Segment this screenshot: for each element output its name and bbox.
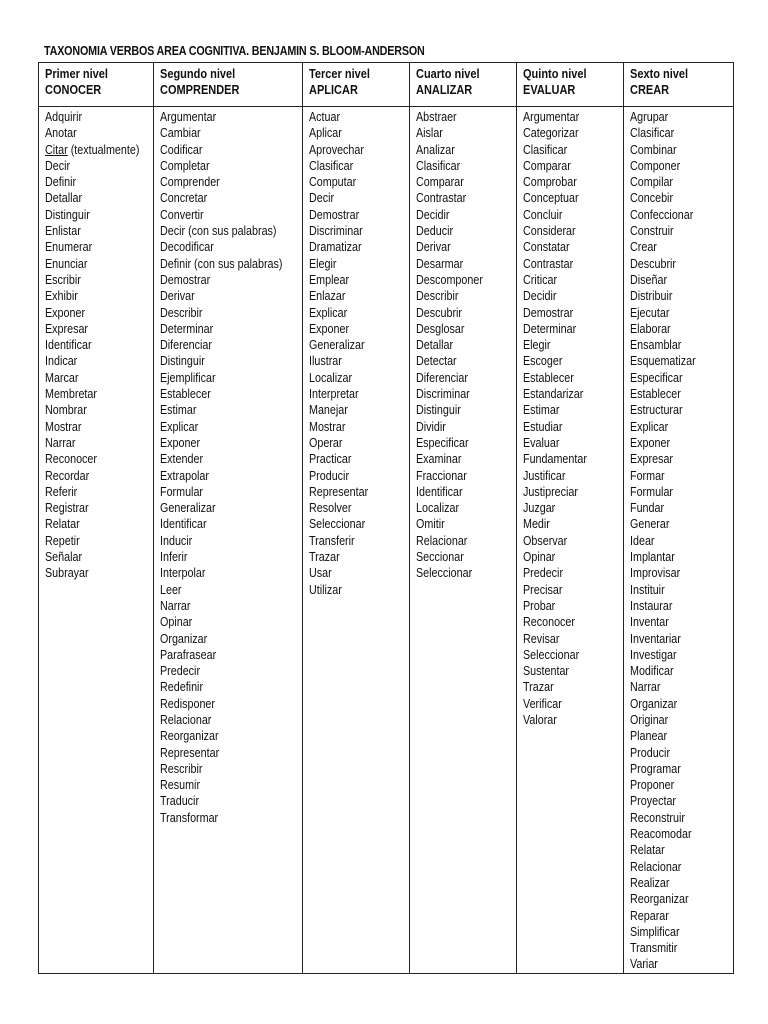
- verb-item: Establecer: [160, 387, 211, 402]
- verb-item: Parafrasear: [160, 647, 217, 662]
- verb-item: Traducir: [160, 794, 200, 809]
- verb-item: Concluir: [523, 207, 563, 222]
- verb-item: Componer: [630, 158, 681, 173]
- verb-item: Explicar: [630, 419, 669, 434]
- verb-item: Formar: [630, 468, 665, 483]
- verb-item: Escribir: [45, 272, 81, 287]
- verb-item: Registrar: [45, 501, 89, 516]
- verb-item: Identificar: [160, 517, 207, 532]
- verb-item: Combinar: [630, 142, 677, 157]
- verb-item: Predecir: [160, 664, 201, 679]
- verb-item: Explicar: [160, 419, 199, 434]
- verb-item: Dividir: [416, 419, 446, 434]
- verb-item: Argumentar: [160, 110, 217, 124]
- verb-item: Narrar: [45, 435, 76, 450]
- verb-item: Idear: [630, 533, 655, 548]
- verb-item: Adquirir: [45, 110, 83, 124]
- verb-item: Sustentar: [523, 664, 570, 679]
- verb-item: Derivar: [416, 240, 451, 255]
- verb-list: [630, 109, 733, 973]
- verb-item: Codificar: [160, 142, 203, 157]
- verb-item: Distinguir: [45, 207, 90, 222]
- verb-item: Discriminar: [309, 224, 363, 239]
- verb-item: Enumerar: [45, 240, 93, 255]
- verb-item: Transmitir: [630, 941, 678, 956]
- verb-item: Especificar: [416, 435, 469, 450]
- verb-item: Justificar: [523, 468, 566, 483]
- verb-item: Definir: [45, 175, 77, 190]
- verb-item: Crear: [630, 240, 657, 255]
- verb-item: Revisar: [523, 631, 560, 646]
- verb-item: Comparar: [523, 158, 571, 173]
- verb-item: Estudiar: [523, 419, 563, 434]
- verbs-cell-evaluar: [517, 107, 624, 974]
- verb-item: Clasificar: [309, 158, 354, 173]
- verb-item: Nombrar: [45, 403, 87, 418]
- verb-item: Expresar: [45, 321, 89, 336]
- verb-item: Repetir: [45, 533, 80, 548]
- verb-item: Leer: [160, 582, 182, 597]
- verb-item: Formular: [160, 484, 204, 499]
- verb-item: Establecer: [630, 387, 681, 402]
- verb-item: Diseñar: [630, 272, 668, 287]
- header-aplicar: [303, 63, 410, 107]
- verb-item: Diferenciar: [416, 370, 468, 385]
- verb-item: Determinar: [160, 321, 214, 336]
- verb-item: Detectar: [416, 354, 457, 369]
- verb-item: Evaluar: [523, 435, 560, 450]
- level-label: Segundo nivel: [160, 67, 236, 81]
- verb-item: Seleccionar: [416, 566, 473, 581]
- verb-item: Planear: [630, 729, 668, 744]
- verb-item: Escoger: [523, 354, 563, 369]
- verb-item: Constatar: [523, 240, 570, 255]
- verb-item: Decidir: [523, 289, 557, 304]
- verb-item: Recordar: [45, 468, 90, 483]
- verb-item: Instituir: [630, 582, 665, 597]
- verb-item: Decodificar: [160, 240, 214, 255]
- verb-item: Considerar: [523, 224, 576, 239]
- verb-item: Reconocer: [523, 615, 575, 630]
- verb-item: Distribuir: [630, 289, 673, 304]
- verb-item: Representar: [160, 745, 220, 760]
- verb-item: Demostrar: [160, 272, 211, 287]
- verb-item: Conceptuar: [523, 191, 579, 206]
- verb-item: Producir: [630, 745, 671, 760]
- verb-item: Transferir: [309, 533, 355, 548]
- header-comprender: [154, 63, 303, 107]
- verb-item: Precisar: [523, 582, 563, 597]
- verb-item: Convertir: [160, 207, 204, 222]
- verb-item: Trazar: [523, 680, 554, 695]
- verb-item: Fraccionar: [416, 468, 467, 483]
- verb-item: Inducir: [160, 533, 193, 548]
- verb-item: Investigar: [630, 647, 677, 662]
- verb-item: Definir (con sus palabras): [160, 256, 283, 271]
- verb-item: Probar: [523, 598, 556, 613]
- verb-item: Derivar: [160, 289, 195, 304]
- verb-item: Establecer: [523, 370, 574, 385]
- verb-item: Mostrar: [309, 419, 346, 434]
- verb-item: Discriminar: [416, 387, 470, 402]
- verb-item: Examinar: [416, 452, 462, 467]
- verb-item: Categorizar: [523, 126, 579, 141]
- verb-item: Desglosar: [416, 321, 465, 336]
- verb-item: Proponer: [630, 778, 675, 793]
- verb-item: Generalizar: [309, 338, 365, 353]
- verb-item: Originar: [630, 712, 669, 727]
- verb-item: Concebir: [630, 191, 674, 206]
- verb-item: Implantar: [630, 550, 675, 565]
- verb-item: Citar (textualmente): [45, 142, 140, 157]
- verb-item: Decir: [309, 191, 335, 206]
- verb-item: Seleccionar: [309, 517, 366, 532]
- verb-item: Demostrar: [523, 305, 574, 320]
- category-name: CREAR: [630, 83, 670, 97]
- verb-item: Identificar: [416, 484, 463, 499]
- verb-item: Representar: [309, 484, 369, 499]
- verb-item: Cambiar: [160, 126, 201, 141]
- verb-list: [309, 109, 409, 598]
- verb-item: Indicar: [45, 354, 78, 369]
- verbs-cell-aplicar: [303, 107, 410, 974]
- verb-item: Diferenciar: [160, 338, 212, 353]
- verb-item: Generalizar: [160, 501, 216, 516]
- verb-item: Inventar: [630, 615, 669, 630]
- verb-item: Clasificar: [416, 158, 461, 173]
- verb-item: Estructurar: [630, 403, 683, 418]
- verb-item: Descubrir: [630, 256, 677, 271]
- verb-item: Resumir: [160, 778, 201, 793]
- verb-item: Membretar: [45, 387, 97, 402]
- verb-item: Subrayar: [45, 566, 89, 581]
- verb-item: Demostrar: [309, 207, 360, 222]
- verb-item: Esquematizar: [630, 354, 696, 369]
- level-label: Primer nivel: [45, 67, 108, 81]
- verb-item: Inferir: [160, 550, 188, 565]
- verb-item: Agrupar: [630, 110, 669, 124]
- level-label: Sexto nivel: [630, 67, 689, 81]
- verb-item: Relacionar: [630, 859, 682, 874]
- verb-item: Distinguir: [416, 403, 461, 418]
- verb-item: Decir (con sus palabras): [160, 224, 277, 239]
- verb-item: Anotar: [45, 126, 77, 141]
- verb-item: Determinar: [523, 321, 577, 336]
- verb-item: Utilizar: [309, 582, 342, 597]
- verb-item: Relatar: [45, 517, 80, 532]
- category-name: APLICAR: [309, 83, 358, 97]
- verb-item: Argumentar: [523, 110, 580, 124]
- verb-item: Señalar: [45, 550, 83, 565]
- verb-item: Estimar: [523, 403, 560, 418]
- verb-item: Improvisar: [630, 566, 681, 581]
- verb-item: Opinar: [523, 550, 556, 565]
- header-evaluar: [517, 63, 624, 107]
- verb-item: Aprovechar: [309, 142, 364, 157]
- verb-item: Criticar: [523, 272, 558, 287]
- verb-item: Completar: [160, 158, 210, 173]
- verb-item: Ejemplificar: [160, 370, 216, 385]
- verb-item: Fundamentar: [523, 452, 587, 467]
- verb-item: Contrastar: [416, 191, 467, 206]
- verb-item: Descomponer: [416, 272, 483, 287]
- verbs-row: [39, 107, 734, 974]
- verb-item: Exponer: [160, 435, 201, 450]
- level-label: Cuarto nivel: [416, 67, 480, 81]
- verb-item: Reconocer: [45, 452, 97, 467]
- verb-item: Emplear: [309, 272, 350, 287]
- verbs-cell-conocer: [39, 107, 154, 974]
- header-row: [39, 63, 734, 107]
- verb-item: Producir: [309, 468, 350, 483]
- verb-item: Elegir: [523, 338, 551, 353]
- verb-item: Valorar: [523, 712, 557, 727]
- verb-item: Analizar: [416, 142, 455, 157]
- verb-item: Concretar: [160, 191, 208, 206]
- verb-item: Computar: [309, 175, 357, 190]
- verb-item: Reconstruir: [630, 810, 685, 825]
- verb-item: Clasificar: [630, 126, 675, 141]
- verbs-cell-comprender: [154, 107, 303, 974]
- verb-item: Variar: [630, 957, 658, 972]
- underlined-word: Citar: [45, 142, 68, 157]
- verb-item: Interpretar: [309, 387, 359, 402]
- level-label: Quinto nivel: [523, 67, 587, 81]
- verb-item: Decir: [45, 158, 71, 173]
- verb-list: [160, 109, 302, 826]
- verb-item: Expresar: [630, 452, 674, 467]
- verb-item: Reorganizar: [160, 729, 219, 744]
- verb-item: Inventariar: [630, 631, 681, 646]
- verb-item: Abstraer: [416, 110, 457, 124]
- verb-item: Detallar: [45, 191, 83, 206]
- document-title: TAXONOMIA VERBOS AREA COGNITIVA. BENJAMIN S. BLOOM-ANDERSON: [44, 44, 425, 58]
- verb-item: Extender: [160, 452, 204, 467]
- verbs-cell-crear: [624, 107, 734, 974]
- verb-item: Redisponer: [160, 696, 215, 711]
- verb-item: Verificar: [523, 696, 562, 711]
- verb-item: Extrapolar: [160, 468, 210, 483]
- header-conocer: [39, 63, 154, 107]
- verb-item: Seccionar: [416, 550, 464, 565]
- verb-item: Fundar: [630, 501, 665, 516]
- verb-item: Exponer: [630, 435, 671, 450]
- level-label: Tercer nivel: [309, 67, 370, 81]
- verb-item: Relatar: [630, 843, 665, 858]
- verb-list: [416, 109, 516, 582]
- verb-item: Enunciar: [45, 256, 88, 271]
- verb-item: Narrar: [160, 598, 191, 613]
- verb-item: Narrar: [630, 680, 661, 695]
- verb-item: Usar: [309, 566, 332, 581]
- verb-item: Justipreciar: [523, 484, 578, 499]
- header-crear: [624, 63, 734, 107]
- verb-item: Juzgar: [523, 501, 556, 516]
- verb-item: Formular: [630, 484, 674, 499]
- verb-item: Referir: [45, 484, 78, 499]
- verb-item: Explicar: [309, 305, 348, 320]
- verb-item: Marcar: [45, 370, 79, 385]
- verb-item: Especificar: [630, 370, 683, 385]
- verb-item: Modificar: [630, 664, 674, 679]
- verb-item: Rescribir: [160, 761, 203, 776]
- verb-item: Descubrir: [416, 305, 463, 320]
- verb-item: Practicar: [309, 452, 352, 467]
- verb-item: Generar: [630, 517, 670, 532]
- verb-item: Identificar: [45, 338, 92, 353]
- verb-item: Describir: [160, 305, 203, 320]
- verb-item: Clasificar: [523, 142, 568, 157]
- verb-item: Reorganizar: [630, 892, 689, 907]
- verb-item: Manejar: [309, 403, 348, 418]
- verb-item: Actuar: [309, 110, 341, 124]
- verb-item: Relacionar: [416, 533, 468, 548]
- verb-item: Relacionar: [160, 712, 212, 727]
- verb-item: Enlazar: [309, 289, 346, 304]
- verb-item: Transformar: [160, 810, 219, 825]
- verb-item: Contrastar: [523, 256, 574, 271]
- verb-item: Confeccionar: [630, 207, 694, 222]
- verb-item: Aislar: [416, 126, 443, 141]
- verb-item: Aplicar: [309, 126, 342, 141]
- verb-item: Ensamblar: [630, 338, 682, 353]
- verb-item: Elaborar: [630, 321, 671, 336]
- verb-item: Localizar: [309, 370, 353, 385]
- verb-item: Organizar: [630, 696, 678, 711]
- verb-item: Medir: [523, 517, 550, 532]
- verb-item: Realizar: [630, 875, 670, 890]
- verb-item: Trazar: [309, 550, 340, 565]
- verb-item: Instaurar: [630, 598, 673, 613]
- verb-item: Detallar: [416, 338, 454, 353]
- category-name: EVALUAR: [523, 83, 576, 97]
- category-name: COMPRENDER: [160, 83, 240, 97]
- verb-item: Comprobar: [523, 175, 577, 190]
- category-name: CONOCER: [45, 83, 102, 97]
- verb-item: Programar: [630, 761, 681, 776]
- verb-item: Deducir: [416, 224, 454, 239]
- verb-item: Distinguir: [160, 354, 205, 369]
- verb-item: Operar: [309, 435, 343, 450]
- verb-item: Decidir: [416, 207, 450, 222]
- verb-item: Opinar: [160, 615, 193, 630]
- verb-item: Comprender: [160, 175, 220, 190]
- verb-item: Omitir: [416, 517, 445, 532]
- verb-item: Exponer: [309, 321, 350, 336]
- verb-item: Exponer: [45, 305, 86, 320]
- verb-item: Localizar: [416, 501, 460, 516]
- verb-item: Desarmar: [416, 256, 464, 271]
- verb-item: Seleccionar: [523, 647, 580, 662]
- verb-item: Predecir: [523, 566, 564, 581]
- header-analizar: [410, 63, 517, 107]
- verb-item: Elegir: [309, 256, 337, 271]
- verb-item: Mostrar: [45, 419, 82, 434]
- verb-item: Ilustrar: [309, 354, 342, 369]
- verb-item: Resolver: [309, 501, 352, 516]
- verb-list: [523, 109, 623, 728]
- verb-item: Construir: [630, 224, 674, 239]
- verb-item: Reparar: [630, 908, 669, 923]
- verb-item: Simplificar: [630, 924, 680, 939]
- category-name: ANALIZAR: [416, 83, 473, 97]
- verb-item: Estandarizar: [523, 387, 584, 402]
- verb-item: Observar: [523, 533, 568, 548]
- verb-item: Organizar: [160, 631, 208, 646]
- taxonomy-table: [38, 62, 734, 974]
- verb-item: Redefinir: [160, 680, 204, 695]
- verb-item: Comparar: [416, 175, 464, 190]
- verb-item: Reacomodar: [630, 827, 692, 842]
- verb-item: Dramatizar: [309, 240, 362, 255]
- verb-item: Proyectar: [630, 794, 677, 809]
- verb-item: Enlistar: [45, 224, 81, 239]
- verb-item: Ejecutar: [630, 305, 670, 320]
- verb-item: Estimar: [160, 403, 197, 418]
- verb-list: [45, 109, 153, 582]
- verbs-cell-analizar: [410, 107, 517, 974]
- verb-item: Describir: [416, 289, 459, 304]
- verb-item: Compilar: [630, 175, 674, 190]
- verb-item: Interpolar: [160, 566, 206, 581]
- verb-item: Exhibir: [45, 289, 78, 304]
